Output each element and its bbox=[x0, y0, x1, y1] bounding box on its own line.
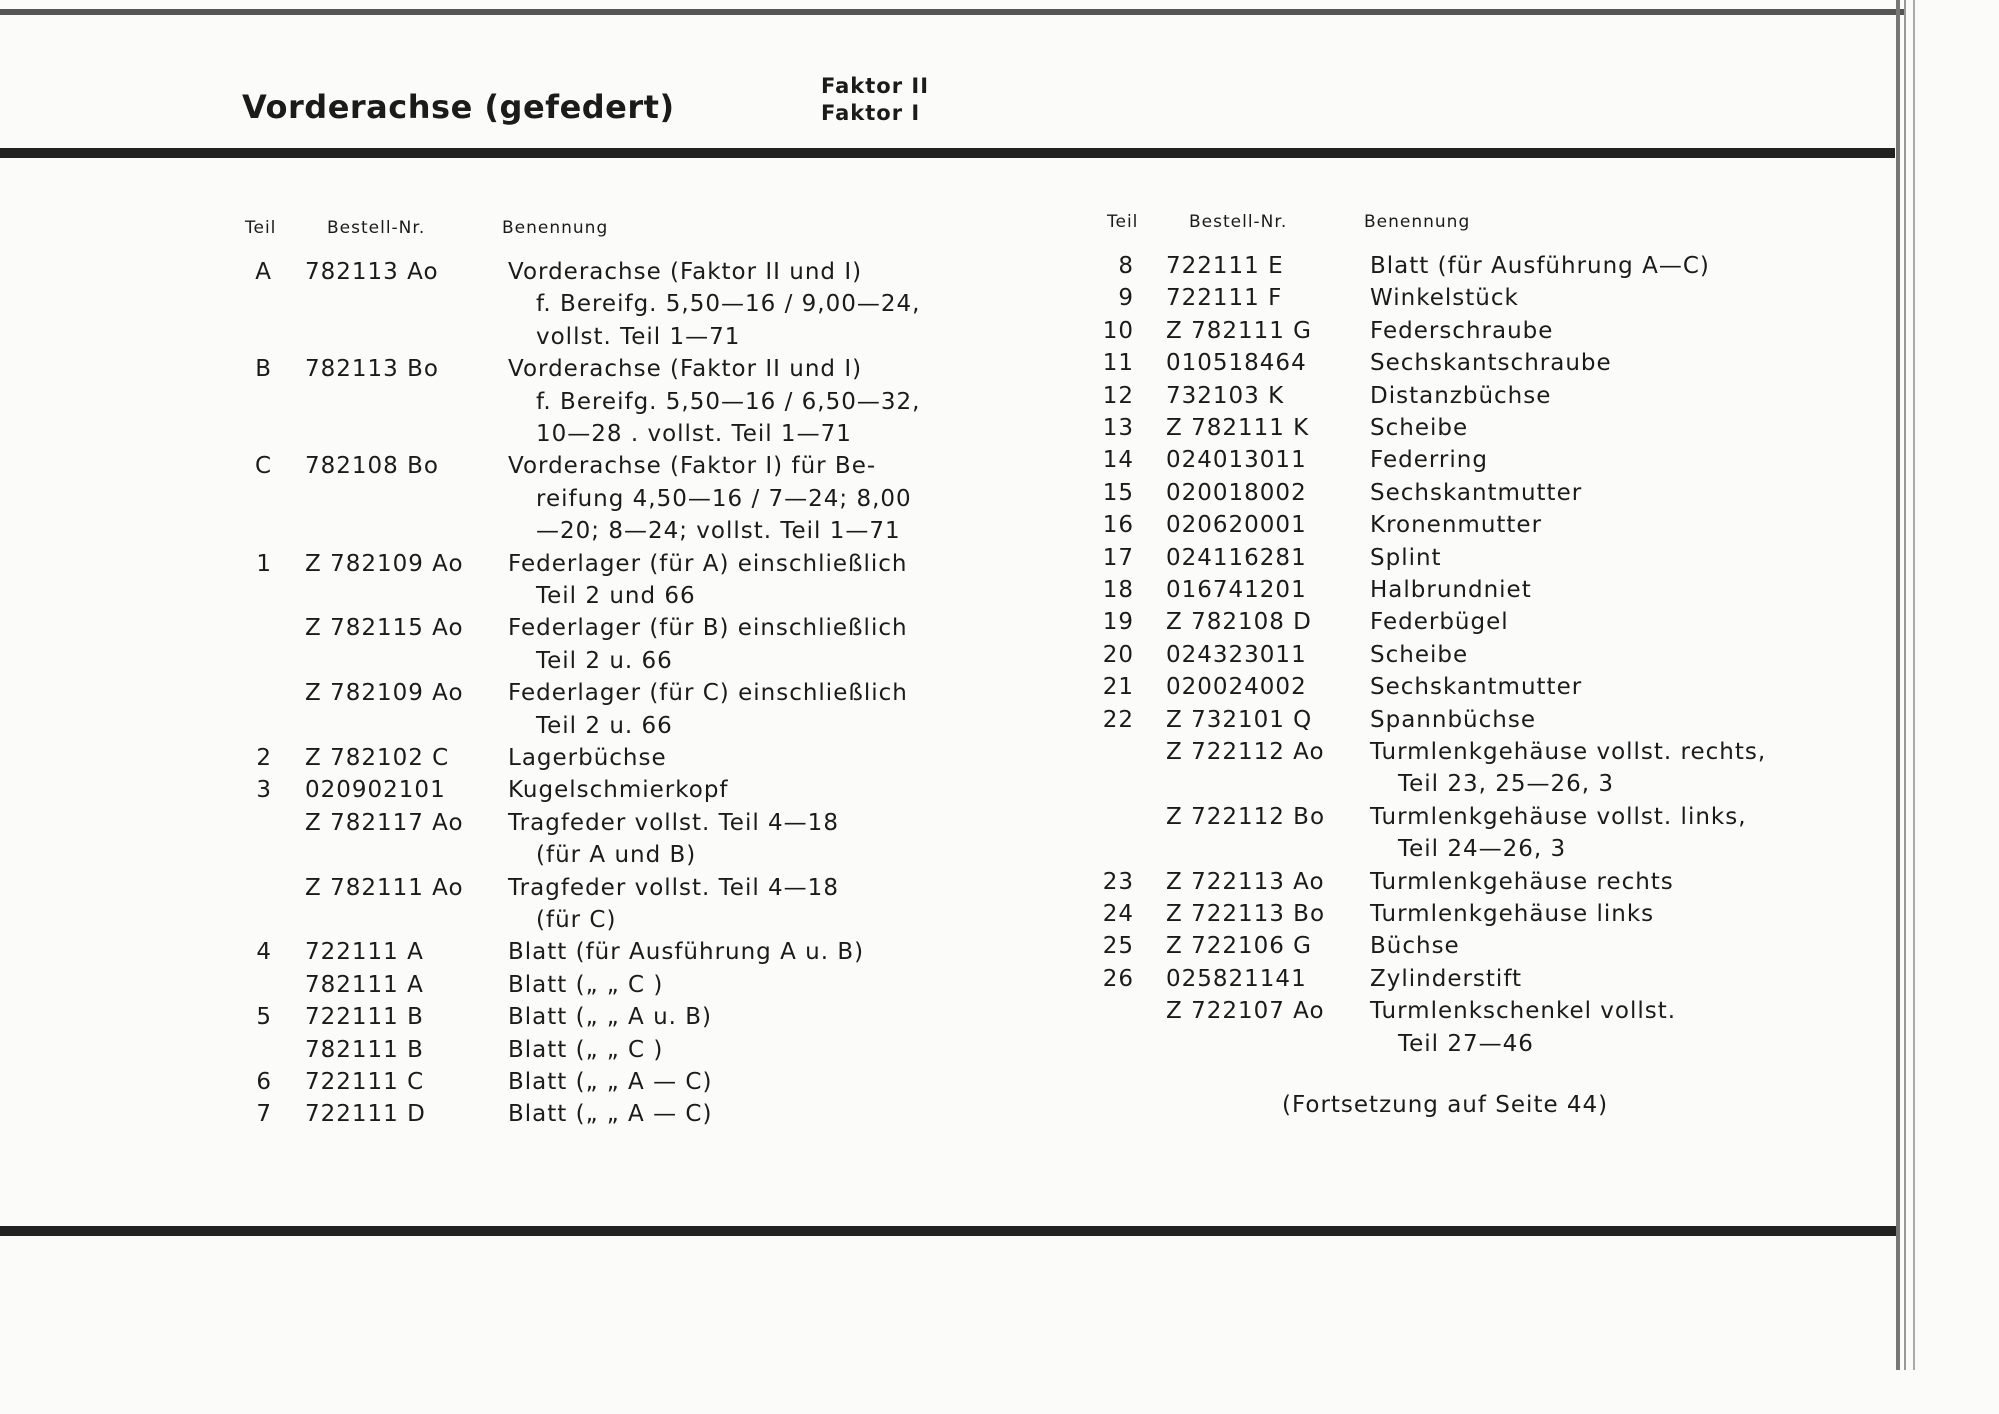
table-cell-bestell-nr: Z 722112 Bo bbox=[1166, 803, 1326, 830]
table-cell-benennung: Teil 2 u. 66 bbox=[536, 647, 673, 674]
table-cell-teil: 25 bbox=[1102, 933, 1134, 960]
table-cell-teil: A bbox=[255, 259, 272, 285]
table-cell-bestell-nr: 024323011 bbox=[1166, 641, 1307, 668]
table-cell-benennung: Kronenmutter bbox=[1370, 512, 1543, 539]
table-cell-benennung: Tragfeder vollst. Teil 4—18 bbox=[508, 809, 839, 836]
page-title: Vorderachse (gefedert) bbox=[242, 88, 675, 126]
table-cell-benennung: Turmlenkgehäuse vollst. rechts, bbox=[1370, 739, 1767, 765]
table-cell-benennung: Federbügel bbox=[1370, 609, 1509, 636]
table-cell-teil: 24 bbox=[1102, 901, 1134, 927]
table-cell-benennung: Blatt („ „ A — C) bbox=[508, 1101, 713, 1128]
table-cell-bestell-nr: 016741201 bbox=[1166, 577, 1307, 603]
table-cell-teil: 17 bbox=[1102, 544, 1134, 571]
table-cell-bestell-nr: 782111 A bbox=[305, 971, 424, 998]
table-cell-bestell-nr: Z 722113 Ao bbox=[1166, 868, 1325, 895]
table-cell-benennung: —20; 8—24; vollst. Teil 1—71 bbox=[536, 518, 901, 545]
top-rule bbox=[0, 9, 1905, 15]
table-cell-benennung: Scheibe bbox=[1370, 641, 1469, 668]
table-cell-bestell-nr: 020902101 bbox=[305, 777, 446, 804]
table-cell-benennung: Blatt („ „ A u. B) bbox=[508, 1004, 713, 1031]
table-cell-teil: 11 bbox=[1102, 350, 1134, 377]
table-cell-bestell-nr: 732103 K bbox=[1166, 382, 1285, 409]
table-cell-benennung: Federlager (für C) einschließlich bbox=[508, 680, 908, 707]
table-cell-bestell-nr: 722111 E bbox=[1166, 253, 1284, 279]
table-cell-bestell-nr: Z 782109 Ao bbox=[305, 680, 464, 707]
table-cell-bestell-nr: 782113 Ao bbox=[305, 259, 439, 285]
table-cell-bestell-nr: 722111 A bbox=[305, 939, 424, 966]
table-cell-benennung: Teil 2 u. 66 bbox=[536, 712, 673, 739]
table-cell-teil: C bbox=[254, 453, 272, 480]
table-cell-benennung: (für A und B) bbox=[536, 842, 697, 869]
table-cell-bestell-nr: 025821141 bbox=[1166, 965, 1307, 992]
table-cell-teil: 13 bbox=[1102, 415, 1134, 441]
table-cell-bestell-nr: Z 782111 K bbox=[1166, 415, 1310, 441]
table-cell-benennung: Distanzbüchse bbox=[1370, 382, 1552, 409]
table-cell-benennung: vollst. Teil 1—71 bbox=[536, 323, 741, 350]
table-cell-teil: 23 bbox=[1102, 868, 1134, 895]
table-cell-benennung: Scheibe bbox=[1370, 415, 1469, 441]
table-cell-benennung: Vorderachse (Faktor I) für Be- bbox=[508, 453, 877, 480]
table-cell-teil: 22 bbox=[1102, 706, 1134, 733]
bottom-rule bbox=[0, 1226, 1900, 1236]
table-cell-teil: 3 bbox=[256, 777, 272, 804]
table-cell-teil: B bbox=[255, 356, 272, 383]
table-cell-benennung: Vorderachse (Faktor II und I) bbox=[508, 356, 863, 383]
table-cell-benennung: Turmlenkgehäuse links bbox=[1370, 901, 1655, 927]
table-cell-bestell-nr: 024013011 bbox=[1166, 447, 1307, 474]
table-cell-benennung: Büchse bbox=[1370, 933, 1460, 960]
table-cell-bestell-nr: 722111 C bbox=[305, 1069, 425, 1095]
table-cell-benennung: Sechskantschraube bbox=[1370, 350, 1612, 377]
table-cell-bestell-nr: 722111 B bbox=[305, 1004, 424, 1031]
table-cell-bestell-nr: 782111 B bbox=[305, 1036, 424, 1063]
table-cell-bestell-nr: Z 722107 Ao bbox=[1166, 998, 1325, 1025]
faktor-label: Faktor II bbox=[821, 74, 930, 98]
table-cell-bestell-nr: Z 722112 Ao bbox=[1166, 739, 1325, 765]
column-header-bestell-nr: Bestell-Nr. bbox=[1189, 212, 1288, 232]
table-cell-bestell-nr: 782108 Bo bbox=[305, 453, 439, 480]
table-cell-bestell-nr: Z 722113 Bo bbox=[1166, 901, 1326, 927]
table-cell-teil: 2 bbox=[256, 745, 272, 771]
table-cell-benennung: Sechskantmutter bbox=[1370, 479, 1583, 506]
table-cell-benennung: Blatt (für Ausführung A u. B) bbox=[508, 939, 865, 966]
table-cell-benennung: Turmlenkschenkel vollst. bbox=[1370, 998, 1677, 1025]
header-rule bbox=[0, 148, 1895, 158]
table-cell-bestell-nr: 722111 D bbox=[305, 1101, 426, 1128]
table-cell-teil: 16 bbox=[1102, 512, 1134, 539]
page-edge bbox=[1896, 0, 1900, 1370]
table-cell-teil: 10 bbox=[1102, 317, 1134, 344]
table-cell-bestell-nr: 722111 F bbox=[1166, 285, 1283, 312]
table-cell-bestell-nr: Z 722106 G bbox=[1166, 933, 1313, 960]
table-cell-benennung: reifung 4,50—16 / 7—24; 8,00 bbox=[536, 485, 912, 512]
table-cell-teil: 21 bbox=[1102, 674, 1134, 701]
table-cell-teil: 1 bbox=[256, 550, 272, 577]
table-cell-teil: 6 bbox=[256, 1069, 272, 1095]
table-cell-bestell-nr: Z 782109 Ao bbox=[305, 550, 464, 577]
table-cell-benennung: (für C) bbox=[536, 907, 617, 933]
table-cell-benennung: Blatt („ „ C ) bbox=[508, 971, 664, 998]
table-cell-benennung: f. Bereifg. 5,50—16 / 9,00—24, bbox=[536, 291, 921, 318]
table-cell-bestell-nr: Z 782111 G bbox=[1166, 317, 1313, 344]
table-cell-benennung: Teil 27—46 bbox=[1398, 1030, 1534, 1057]
column-header-teil: Teil bbox=[245, 218, 277, 238]
table-cell-teil: 20 bbox=[1102, 641, 1134, 668]
table-cell-benennung: Splint bbox=[1370, 544, 1442, 571]
table-cell-bestell-nr: 010518464 bbox=[1166, 350, 1307, 377]
table-cell-bestell-nr: 782113 Bo bbox=[305, 356, 439, 383]
table-cell-bestell-nr: 020620001 bbox=[1166, 512, 1307, 539]
table-cell-benennung: Kugelschmierkopf bbox=[508, 777, 729, 804]
table-cell-bestell-nr: Z 782108 D bbox=[1166, 609, 1312, 636]
table-cell-teil: 26 bbox=[1102, 965, 1134, 992]
table-cell-teil: 15 bbox=[1102, 479, 1134, 506]
faktor-label: Faktor I bbox=[821, 101, 921, 125]
table-cell-teil: 18 bbox=[1102, 577, 1134, 603]
table-cell-bestell-nr: Z 782111 Ao bbox=[305, 874, 464, 901]
table-cell-benennung: Turmlenkgehäuse rechts bbox=[1370, 868, 1674, 895]
table-cell-benennung: Blatt (für Ausführung A—C) bbox=[1370, 253, 1710, 279]
table-cell-teil: 4 bbox=[256, 939, 272, 966]
column-header-teil: Teil bbox=[1107, 212, 1139, 232]
table-cell-bestell-nr: Z 782102 C bbox=[305, 745, 450, 771]
table-cell-benennung: 10—28 . vollst. Teil 1—71 bbox=[536, 421, 852, 447]
table-cell-bestell-nr: Z 782117 Ao bbox=[305, 809, 464, 836]
page-edge bbox=[1913, 0, 1915, 1370]
table-cell-bestell-nr: Z 782115 Ao bbox=[305, 615, 464, 642]
table-cell-bestell-nr: Z 732101 Q bbox=[1166, 706, 1313, 733]
continuation-note: (Fortsetzung auf Seite 44) bbox=[1282, 1092, 1609, 1118]
table-cell-teil: 5 bbox=[256, 1004, 272, 1031]
table-cell-benennung: Halbrundniet bbox=[1370, 577, 1532, 603]
table-cell-teil: 19 bbox=[1102, 609, 1134, 636]
table-cell-benennung: Zylinderstift bbox=[1370, 965, 1523, 992]
table-cell-teil: 7 bbox=[256, 1101, 272, 1128]
table-cell-benennung: Federschraube bbox=[1370, 317, 1554, 344]
table-cell-bestell-nr: 020018002 bbox=[1166, 479, 1307, 506]
column-header-benennung: Benennung bbox=[1364, 212, 1471, 232]
column-header-benennung: Benennung bbox=[502, 218, 609, 238]
table-cell-benennung: Blatt („ „ C ) bbox=[508, 1036, 664, 1063]
table-cell-benennung: Blatt („ „ A — C) bbox=[508, 1069, 713, 1095]
table-cell-benennung: Federlager (für A) einschließlich bbox=[508, 550, 908, 577]
table-cell-teil: 14 bbox=[1102, 447, 1134, 474]
table-cell-bestell-nr: 020024002 bbox=[1166, 674, 1307, 701]
table-cell-benennung: Teil 2 und 66 bbox=[536, 583, 696, 609]
table-cell-teil: 12 bbox=[1102, 382, 1134, 409]
table-cell-benennung: Teil 24—26, 3 bbox=[1398, 836, 1567, 863]
table-cell-benennung: Lagerbüchse bbox=[508, 745, 667, 771]
table-cell-benennung: Vorderachse (Faktor II und I) bbox=[508, 259, 863, 285]
table-cell-benennung: Tragfeder vollst. Teil 4—18 bbox=[508, 874, 839, 901]
table-cell-benennung: Teil 23, 25—26, 3 bbox=[1398, 771, 1615, 798]
table-cell-benennung: Federring bbox=[1370, 447, 1488, 474]
table-cell-benennung: Sechskantmutter bbox=[1370, 674, 1583, 701]
table-cell-teil: 9 bbox=[1118, 285, 1134, 312]
table-cell-benennung: Turmlenkgehäuse vollst. links, bbox=[1370, 803, 1747, 830]
table-cell-benennung: Winkelstück bbox=[1370, 285, 1519, 312]
table-cell-benennung: Federlager (für B) einschließlich bbox=[508, 615, 908, 642]
page-edge bbox=[1904, 0, 1906, 1370]
table-cell-bestell-nr: 024116281 bbox=[1166, 544, 1307, 571]
table-cell-benennung: f. Bereifg. 5,50—16 / 6,50—32, bbox=[536, 388, 921, 415]
table-cell-teil: 8 bbox=[1118, 253, 1134, 279]
table-cell-benennung: Spannbüchse bbox=[1370, 706, 1536, 733]
column-header-bestell-nr: Bestell-Nr. bbox=[327, 218, 426, 238]
